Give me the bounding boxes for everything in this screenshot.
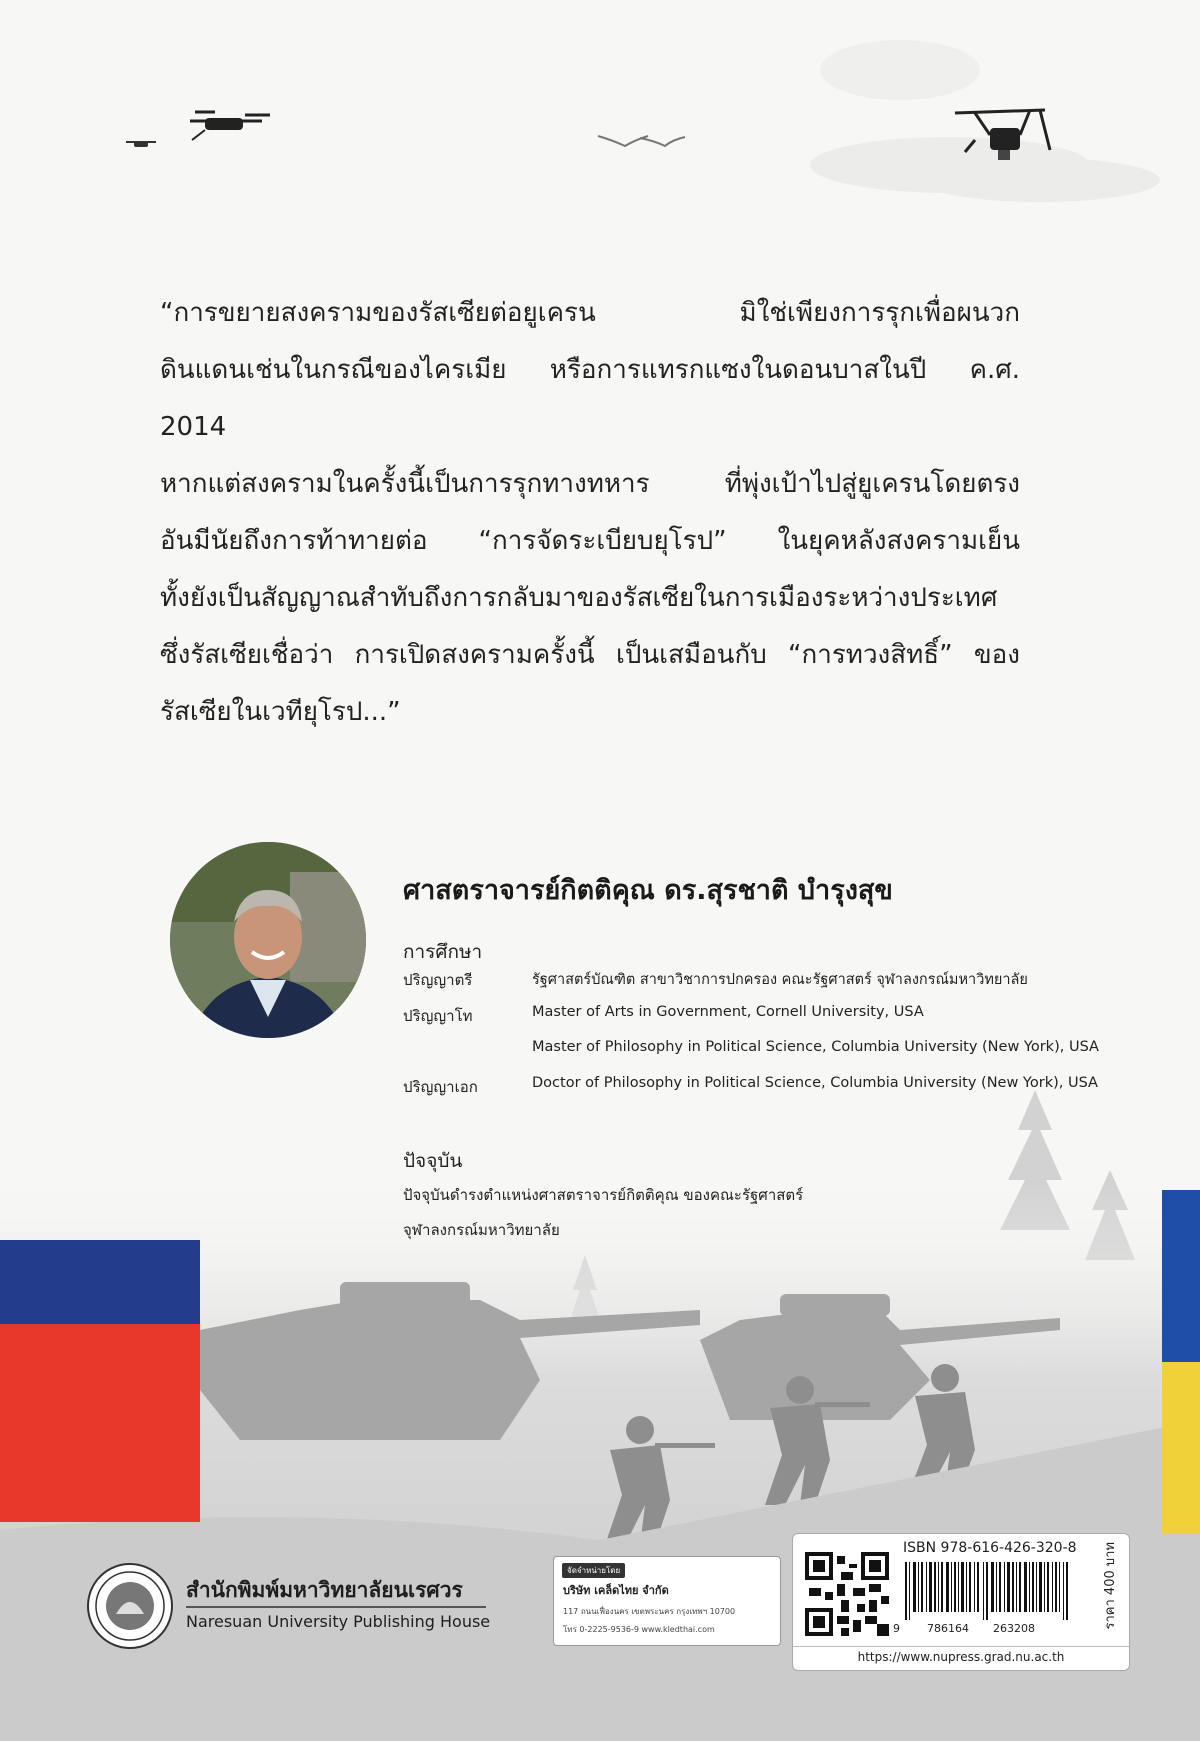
ukrainian-flag xyxy=(1162,1190,1200,1534)
quote-line: ดินแดนเช่นในกรณีของไครเมีย หรือการแทรกแซงในดอนบาสในปี ค.ศ. 2014 xyxy=(160,355,1020,442)
quote-line: ทั้งยังเป็นสัญญาณสำทับถึงการกลับมาของรัสเซียในการเมืองระหว่างประเทศ xyxy=(160,583,998,613)
distributor-name: บริษัท เคล็ดไทย จำกัด xyxy=(563,1584,669,1597)
publisher-name-en: Naresuan University Publishing House xyxy=(186,1612,491,1631)
isbn-box xyxy=(792,1533,1130,1671)
distributor-box xyxy=(553,1556,781,1646)
education-detail: Doctor of Philosophy in Political Science, Columbia University (New York), USA xyxy=(532,1075,1098,1091)
distributor-contact: โทร 0-2225-9536-9 www.kledthai.com xyxy=(563,1625,715,1634)
small-drone-icon xyxy=(126,141,156,147)
quote-line: ซึ่งรัสเซียเชื่อว่า การเปิดสงครามครั้งนี้ เป็นเสมือนกับ “การทวงสิทธิ์” ของ xyxy=(160,640,1020,670)
quote-line: รัสเซียในเวทียุโรป...” xyxy=(160,697,401,727)
current-line: จุฬาลงกรณ์มหาวิทยาลัย xyxy=(403,1221,560,1239)
price-label: ราคา 400 บาท xyxy=(1103,1542,1118,1630)
education-level: ปริญญาตรี xyxy=(403,971,473,989)
barcode-digit: 786164 xyxy=(927,1622,969,1635)
cloud-shapes xyxy=(810,40,1160,202)
education-detail: รัฐศาสตร์บัณฑิต สาขาวิชาการปกครอง คณะรัฐศาสตร์ จุฬาลงกรณ์มหาวิทยาลัย xyxy=(532,972,1028,988)
barcode-digit: 263208 xyxy=(993,1622,1035,1635)
current-line: ปัจจุบันดำรงตำแหน่งศาสตราจารย์กิตติคุณ ของคณะรัฐศาสตร์ xyxy=(403,1186,804,1204)
publisher-block xyxy=(86,1562,506,1652)
education-level: ปริญญาเอก xyxy=(403,1078,478,1096)
author-name: ศาสตราจารย์กิตติคุณ ดร.สุรชาติ บำรุงสุข xyxy=(403,875,893,906)
education-heading: การศึกษา xyxy=(403,941,483,963)
publisher-name-th: สำนักพิมพ์มหาวิทยาลัยนเรศวร xyxy=(186,1578,463,1602)
drone-icon xyxy=(190,112,270,140)
publisher-divider xyxy=(186,1606,486,1608)
quote-line: อันมีนัยถึงการท้าทายต่อ “การจัดระเบียบยุโรป” ในยุคหลังสงครามเย็น xyxy=(160,526,1020,556)
distributor-tag: จัดจำหน่ายโดย xyxy=(562,1563,625,1578)
barcode-digit: 9 xyxy=(893,1622,900,1635)
back-cover-quote xyxy=(160,285,1020,741)
isbn-number: ISBN 978-616-426-320-8 xyxy=(903,1540,1077,1556)
russian-flag xyxy=(0,1232,200,1522)
quote-line: หากแต่สงครามในครั้งนี้เป็นการรุกทางทหาร ที่พุ่งเป้าไปสู่ยูเครนโดยตรง xyxy=(160,469,1020,499)
current-heading: ปัจจุบัน xyxy=(403,1150,463,1172)
author-portrait xyxy=(170,842,366,1038)
education-detail: Master of Philosophy in Political Science, Columbia University (New York), USA xyxy=(532,1039,1099,1055)
quote-line: “การขยายสงครามของรัสเซียต่อยูเครน มิใช่เพียงการรุกเพื่อผนวก xyxy=(160,298,1020,328)
birds-icon xyxy=(598,136,685,146)
education-level: ปริญญาโท xyxy=(403,1007,473,1025)
publisher-url: https://www.nupress.grad.nu.ac.th xyxy=(793,1646,1129,1664)
distributor-address: 117 ถนนเฟื่องนคร เขตพระนคร กรุงเทพฯ 10700 xyxy=(563,1607,736,1616)
education-detail: Master of Arts in Government, Cornell University, USA xyxy=(532,1004,924,1020)
barcode xyxy=(901,1562,1081,1620)
university-seal-icon xyxy=(86,1562,174,1650)
qr-code-icon xyxy=(805,1552,889,1636)
